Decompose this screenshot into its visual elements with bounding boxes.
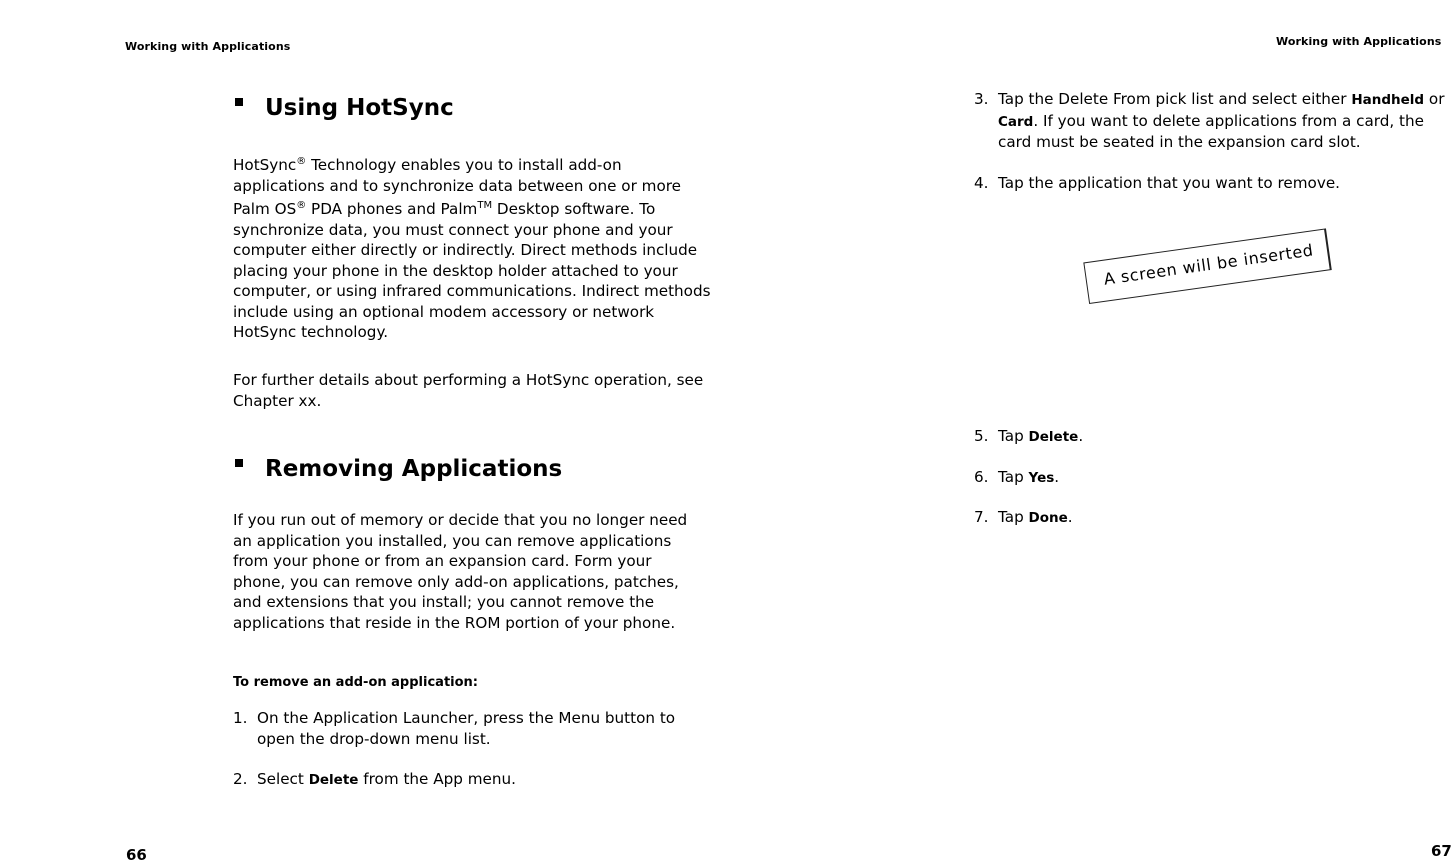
left-steps-list [233, 708, 703, 791]
text-run: . [1054, 467, 1060, 486]
list-item [974, 89, 1450, 153]
text-run: Tap the Delete From pick list and select either [998, 90, 1352, 108]
section-heading-removing-applications [235, 456, 562, 482]
left-running-header: Working with Applications [125, 40, 291, 53]
step-number: 4. [974, 173, 989, 192]
section-title: Using HotSync [265, 95, 454, 121]
heading-bullet-icon [235, 459, 243, 467]
step-text [998, 426, 1450, 448]
list-item [974, 426, 1450, 448]
step-text [998, 89, 1450, 153]
procedure-subheading: To remove an add-on application: [233, 675, 478, 690]
right-running-header: Working with Applications [1276, 35, 1442, 48]
list-item [974, 173, 1450, 194]
bold-term: Card [998, 113, 1034, 130]
step-text [998, 467, 1450, 489]
list-item [233, 769, 703, 791]
text-run: PDA phones and Palm [306, 200, 478, 219]
step-number: 6. [974, 467, 989, 486]
text-run: Select [257, 770, 309, 788]
step-text [998, 173, 1450, 194]
text-run: HotSync [233, 156, 297, 175]
step-text [257, 708, 703, 749]
removing-apps-paragraph [233, 510, 703, 633]
hotsync-intro-paragraph [233, 152, 713, 343]
list-item [974, 467, 1450, 489]
step-number: 3. [974, 90, 989, 108]
text-run: . [1067, 508, 1073, 526]
right-steps-list-top [974, 89, 1450, 193]
text-run: Tap [998, 427, 1029, 445]
step-number: 5. [974, 427, 989, 445]
list-item [974, 507, 1450, 529]
text-run: On the Application Launcher, press the Menu button to open the drop-down menu list. [257, 709, 676, 748]
text-run: from the App menu. [358, 770, 516, 788]
bold-term: Handheld [1351, 92, 1425, 108]
text-run: Desktop software. To synchronize data, you must connect your phone and your computer either directly or indirectly. Direct methods include placing your phone in the desktop holder attached to your computer, or using infrared communications. Indirect methods include using an optional modem accessory or network HotSync technology. [233, 200, 711, 342]
section-heading-using-hotsync [235, 95, 454, 121]
bold-term: Done [1028, 510, 1068, 526]
placeholder-label: A screen will be inserted [1102, 240, 1315, 289]
step-text [998, 507, 1450, 529]
bold-term: Yes [1028, 469, 1055, 486]
list-item [233, 708, 703, 749]
text-run: or [1424, 90, 1445, 108]
step-number: 7. [974, 508, 989, 526]
superscript-mark: TM [477, 200, 493, 212]
text-run: Technology enables you to install add-on applications and to synchronize data between one or more Palm OS [233, 156, 682, 219]
heading-bullet-icon [235, 98, 243, 106]
superscript-mark: ® [296, 200, 307, 212]
section-title: Removing Applications [265, 456, 563, 482]
bold-term: Delete [308, 772, 359, 788]
left-page-number: 66 [126, 846, 147, 864]
hotsync-further-details [233, 370, 713, 411]
text-run: . If you want to delete applications from a card, the card must be seated in the expansion card slot. [998, 111, 1424, 151]
rich-paragraph [233, 152, 713, 343]
step-text [257, 769, 703, 791]
right-steps-list-bottom [974, 426, 1450, 529]
text-run: Tap [998, 467, 1029, 486]
text-run: Tap [998, 508, 1029, 526]
text-run: . [1078, 427, 1084, 445]
step-number: 1. [233, 709, 248, 727]
bold-term: Delete [1028, 429, 1079, 445]
screen-placeholder [1083, 228, 1333, 310]
step-number: 2. [233, 770, 248, 788]
text-run: Tap the application that you want to remove. [998, 173, 1341, 192]
paragraph-text: If you run out of memory or decide that you no longer need an application you installed, you can remove applications from your phone or from an expansion card. Form your phone, you can remove only add-on applications, patches, and extensions that you install; you cannot remove the applications that reside in the ROM portion of your phone. [233, 511, 688, 632]
superscript-mark: ® [296, 156, 307, 167]
right-page-number: 67 [1431, 842, 1452, 860]
paragraph-text: For further details about performing a HotSync operation, see Chapter xx. [233, 371, 704, 410]
